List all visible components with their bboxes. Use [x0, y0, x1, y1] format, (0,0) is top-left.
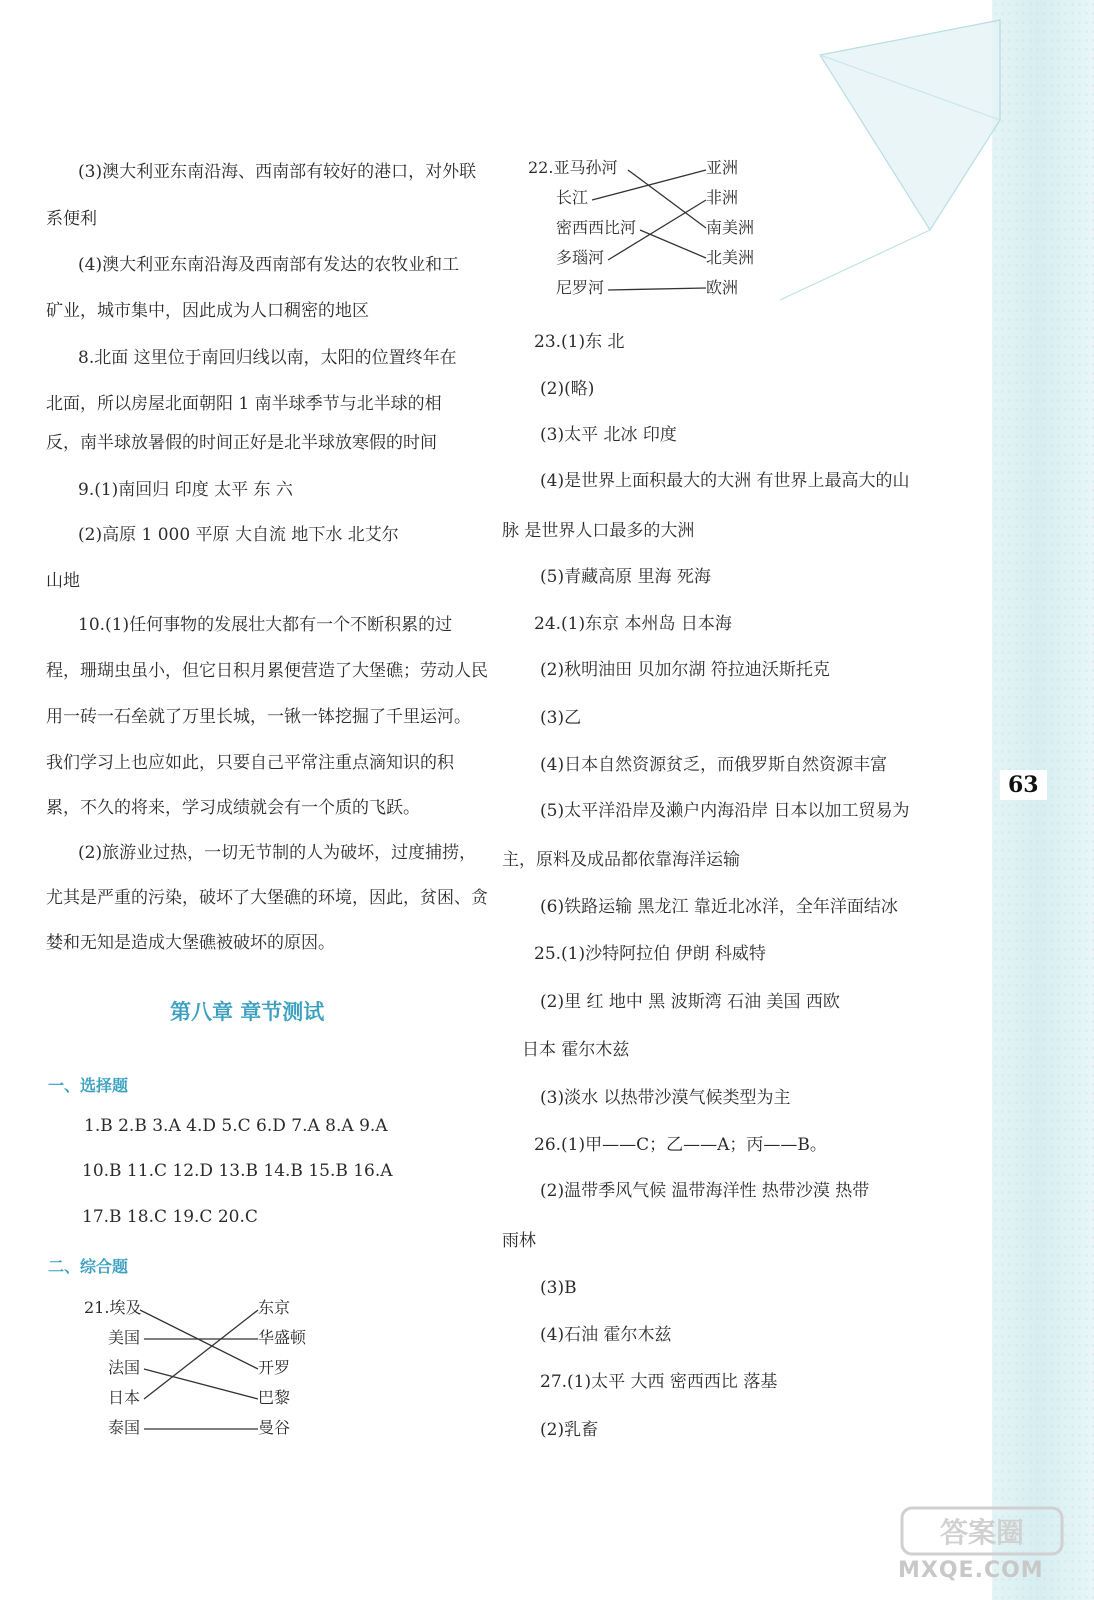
q22-right-item: 亚洲 — [706, 158, 739, 177]
right-line-15: (2)里 红 地中 黑 波斯湾 石油 美国 西欧 — [540, 992, 840, 1012]
right-line-19: (2)温带季风气候 温带海洋性 热带沙漠 热带 — [540, 1181, 870, 1201]
q22-right-item: 欧洲 — [706, 278, 739, 297]
left-line-9: (2)高原 1 000 平原 大自流 地下水 北艾尔 — [78, 525, 399, 545]
left-line-3: (4)澳大利亚东南沿海及西南部有发达的农牧业和工 — [78, 255, 460, 275]
right-line-14: 25.(1)沙特阿拉伯 伊朗 科威特 — [534, 944, 766, 964]
chapter-title: 第八章 章节测试 — [170, 1000, 325, 1024]
left-line-5: 8.北面 这里位于南回归线以南，太阳的位置终年在 — [78, 348, 457, 368]
left-line-4: 矿业，城市集中，因此成为人口稠密的地区 — [46, 301, 369, 321]
q22-left-item: 尼罗河 — [556, 278, 605, 297]
right-line-13: (6)铁路运输 黑龙江 靠近北冰洋，全年洋面结冰 — [540, 897, 898, 917]
right-line-4: (4)是世界上面积最大的大洲 有世界上最高大的山 — [540, 471, 910, 491]
left-line-7: 反，南半球放暑假的时间正好是北半球放寒假的时间 — [46, 433, 437, 453]
left-line-2: 系便利 — [46, 209, 97, 229]
right-line-8: (2)秋明油田 贝加尔湖 符拉迪沃斯托克 — [540, 660, 830, 680]
left-line-12: 程，珊瑚虫虽小，但它日积月累便营造了大堡礁；劳动人民 — [46, 661, 488, 681]
right-line-6: (5)青藏高原 里海 死海 — [540, 567, 711, 587]
q22-left-item: 长江 — [556, 188, 589, 207]
q21-right-item: 东京 — [258, 1298, 291, 1317]
q21-left-item: 泰国 — [108, 1418, 141, 1437]
right-line-5: 脉 是世界人口最多的大洲 — [502, 521, 695, 541]
left-line-18: 婪和无知是造成大堡礁被破坏的原因。 — [46, 933, 335, 953]
left-line-16: (2)旅游业过热，一切无节制的人为破坏，过度捕捞， — [78, 843, 477, 863]
left-line-6: 北面，所以房屋北面朝阳 1 南半球季节与北半球的相 — [46, 394, 442, 414]
q21-right-item: 华盛顿 — [258, 1328, 307, 1347]
q21-left-item: 21.埃及 — [84, 1298, 142, 1317]
left-line-13: 用一砖一石垒就了万里长城，一锹一钵挖掘了千里运河。 — [46, 707, 471, 727]
q22-left-item: 22.亚马孙河 — [528, 158, 618, 177]
section-title-choice: 一、选择题 — [48, 1076, 129, 1095]
left-line-10: 山地 — [46, 571, 80, 591]
q22-left-item: 密西西比河 — [556, 218, 637, 237]
q22-left-item: 多瑙河 — [556, 248, 605, 267]
q21-left-item: 美国 — [108, 1328, 141, 1347]
right-line-21: (3)B — [540, 1278, 577, 1298]
watermark-site-text: MXQE.COM — [898, 1558, 1044, 1583]
q21-left-item: 日本 — [108, 1388, 141, 1407]
left-line-15: 累，不久的将来，学习成绩就会有一个质的飞跃。 — [46, 798, 420, 818]
right-line-2: (2)(略) — [540, 379, 595, 399]
q21-right-item: 开罗 — [258, 1358, 291, 1377]
right-line-9: (3)乙 — [540, 708, 582, 728]
right-line-1: 23.(1)东 北 — [534, 332, 625, 352]
page-number: 63 — [1000, 770, 1047, 800]
choice-answers-row-2: 10.B 11.C 12.D 13.B 14.B 15.B 16.A — [82, 1161, 393, 1181]
right-line-10: (4)日本自然资源贫乏，而俄罗斯自然资源丰富 — [540, 755, 888, 775]
right-line-7: 24.(1)东京 本州岛 日本海 — [534, 614, 732, 634]
watermark — [892, 1500, 1082, 1590]
left-line-14: 我们学习上也应如此，只要自己平常注重点滴知识的积 — [46, 753, 454, 773]
left-line-8: 9.(1)南回归 印度 太平 东 六 — [78, 480, 293, 500]
choice-answers-row-3: 17.B 18.C 19.C 20.C — [82, 1207, 258, 1227]
right-line-23: 27.(1)太平 大西 密西西比 落基 — [540, 1372, 778, 1392]
choice-answers-row-1: 1.B 2.B 3.A 4.D 5.C 6.D 7.A 8.A 9.A — [84, 1116, 388, 1136]
watermark-logo-text: 答案圈 — [939, 1516, 1025, 1549]
right-line-22: (4)石油 霍尔木兹 — [540, 1325, 672, 1345]
section-title-comprehensive: 二、综合题 — [48, 1257, 129, 1276]
q22-right-item: 北美洲 — [706, 248, 755, 267]
right-line-11: (5)太平洋沿岸及濑户内海沿岸 日本以加工贸易为 — [540, 801, 910, 821]
right-line-16: 日本 霍尔木兹 — [522, 1040, 630, 1060]
right-line-3: (3)太平 北冰 印度 — [540, 425, 677, 445]
left-line-11: 10.(1)任何事物的发展壮大都有一个不断积累的过 — [78, 615, 453, 635]
right-line-12: 主，原料及成品都依靠海洋运输 — [502, 850, 740, 870]
left-line-17: 尤其是严重的污染，破坏了大堡礁的环境，因此，贫困、贪 — [46, 888, 488, 908]
q22-right-item: 南美洲 — [706, 218, 755, 237]
watermark-logo-icon — [892, 1500, 1082, 1560]
q21-left-item: 法国 — [108, 1358, 141, 1377]
q22-right-item: 非洲 — [706, 188, 739, 207]
right-line-20: 雨林 — [502, 1231, 536, 1251]
left-line-1: (3)澳大利亚东南沿海、西南部有较好的港口，对外联 — [78, 162, 477, 182]
right-line-17: (3)淡水 以热带沙漠气候类型为主 — [540, 1088, 791, 1108]
right-line-24: (2)乳畜 — [540, 1420, 599, 1440]
q21-right-item: 曼谷 — [258, 1418, 291, 1437]
right-line-18: 26.(1)甲——C；乙——A；丙——B。 — [534, 1135, 827, 1155]
q21-right-item: 巴黎 — [258, 1388, 291, 1407]
